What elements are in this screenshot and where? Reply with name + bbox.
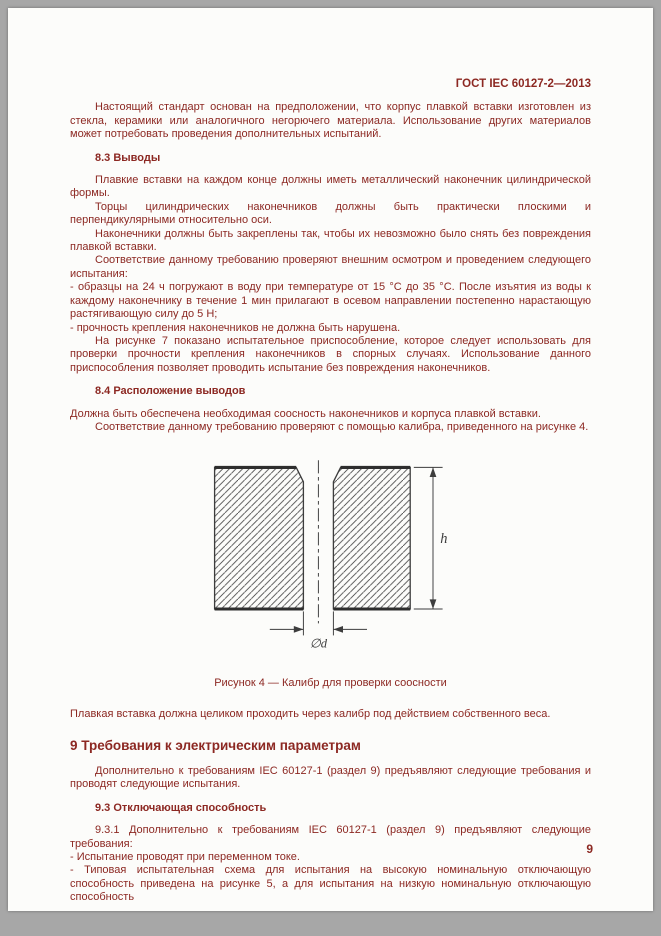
page-number: 9: [586, 842, 593, 856]
paragraph-8-4-a: Должна быть обеспечена необходимая соосность наконечников и корпуса плавкой вставки.: [70, 407, 541, 420]
paragraph-8-3-a: Плавкие вставки на каждом конце должны иметь металлический наконечник цилиндрической формы.: [70, 174, 591, 200]
paragraph-8-3-b: Торцы цилиндрических наконечников должны быть практически плоскими и перпендикулярными относительно оси.: [70, 200, 591, 227]
paragraph-8-4-c: Плавкая вставка должна целиком проходить через калибр под действием собственного веса.: [70, 708, 551, 721]
list-item-strength: - прочность крепления наконечников не должна быть нарушена.: [70, 321, 401, 334]
figure-4: [70, 460, 591, 654]
paragraph-8-3-d: Соответствие данному требованию проверяют внешним осмотром и проведением следующего испытания:: [70, 254, 591, 280]
gauge-left-section: [214, 468, 303, 610]
list-item-soak-test: - образцы на 24 ч погружают в воду при температуре от 15 °С до 35 °С. После изъятия из воды к каждому наконечнику в течение 1 мин прилагают в осевом направлении постепенно нарастающую растягивающую силу до 5 Н;: [70, 281, 591, 321]
section-heading-8-3: 8.3 Выводы: [95, 151, 161, 164]
page-content: [70, 78, 591, 905]
dimension-d-label: ∅d: [309, 636, 327, 651]
list-item-ac-test: - Испытание проводят при переменном токе.: [70, 851, 300, 863]
list-item-breaking-capacity: - Типовая испытательная схема для испытания на высокую номинальную отключающую способность приведена на рисунке 5, а для испытания на низкую номинальную отключающую способность: [70, 864, 591, 904]
paragraph-9-3-1: 9.3.1 Дополнительно к требованиям IEC 60127-1 (раздел 9) предъявляют следующие требования:: [70, 824, 591, 850]
figure-4-gauge-drawing: [205, 460, 457, 650]
paragraph-9-a: Дополнительно к требованиям IEC 60127-1 (раздел 9) предъявляют следующие требования и проводят следующие испытания.: [70, 764, 591, 791]
paragraph-8-3-e: На рисунке 7 показано испытательное приспособление, которое следует использовать для проверки прочности крепления наконечников в спорных случаях. Использование данного приспособления позволяет проводить испытание без повреждения наконечников.: [70, 334, 591, 374]
gauge-right-section: [333, 468, 410, 610]
document-page: [8, 8, 653, 911]
dimension-h: [413, 468, 447, 610]
section-heading-8-4: 8.4 Расположение выводов: [95, 385, 246, 398]
dimension-h-label: h: [439, 531, 447, 548]
paragraph-8-4-b: Соответствие данному требованию проверяют с помощью калибра, приведенного на рисунке 4.: [95, 420, 589, 433]
document-number-header: ГОСТ IEC 60127-2—2013: [455, 78, 591, 90]
paragraph-intro: Настоящий стандарт основан на предположении, что корпус плавкой вставки изготовлен из стекла, керамики или аналогичного негорючего материала. Использование других материалов может потребовать проведения дополнительных испытаний.: [70, 101, 591, 141]
figure-4-caption: Рисунок 4 — Калибр для проверки соосности: [214, 676, 447, 689]
section-heading-9: 9 Требования к электрическим параметрам: [70, 737, 361, 753]
section-heading-9-3: 9.3 Отключающая способность: [95, 801, 267, 814]
paragraph-8-3-c: Наконечники должны быть закреплены так, чтобы их невозможно было снять без повреждения плавкой вставки.: [70, 227, 591, 254]
